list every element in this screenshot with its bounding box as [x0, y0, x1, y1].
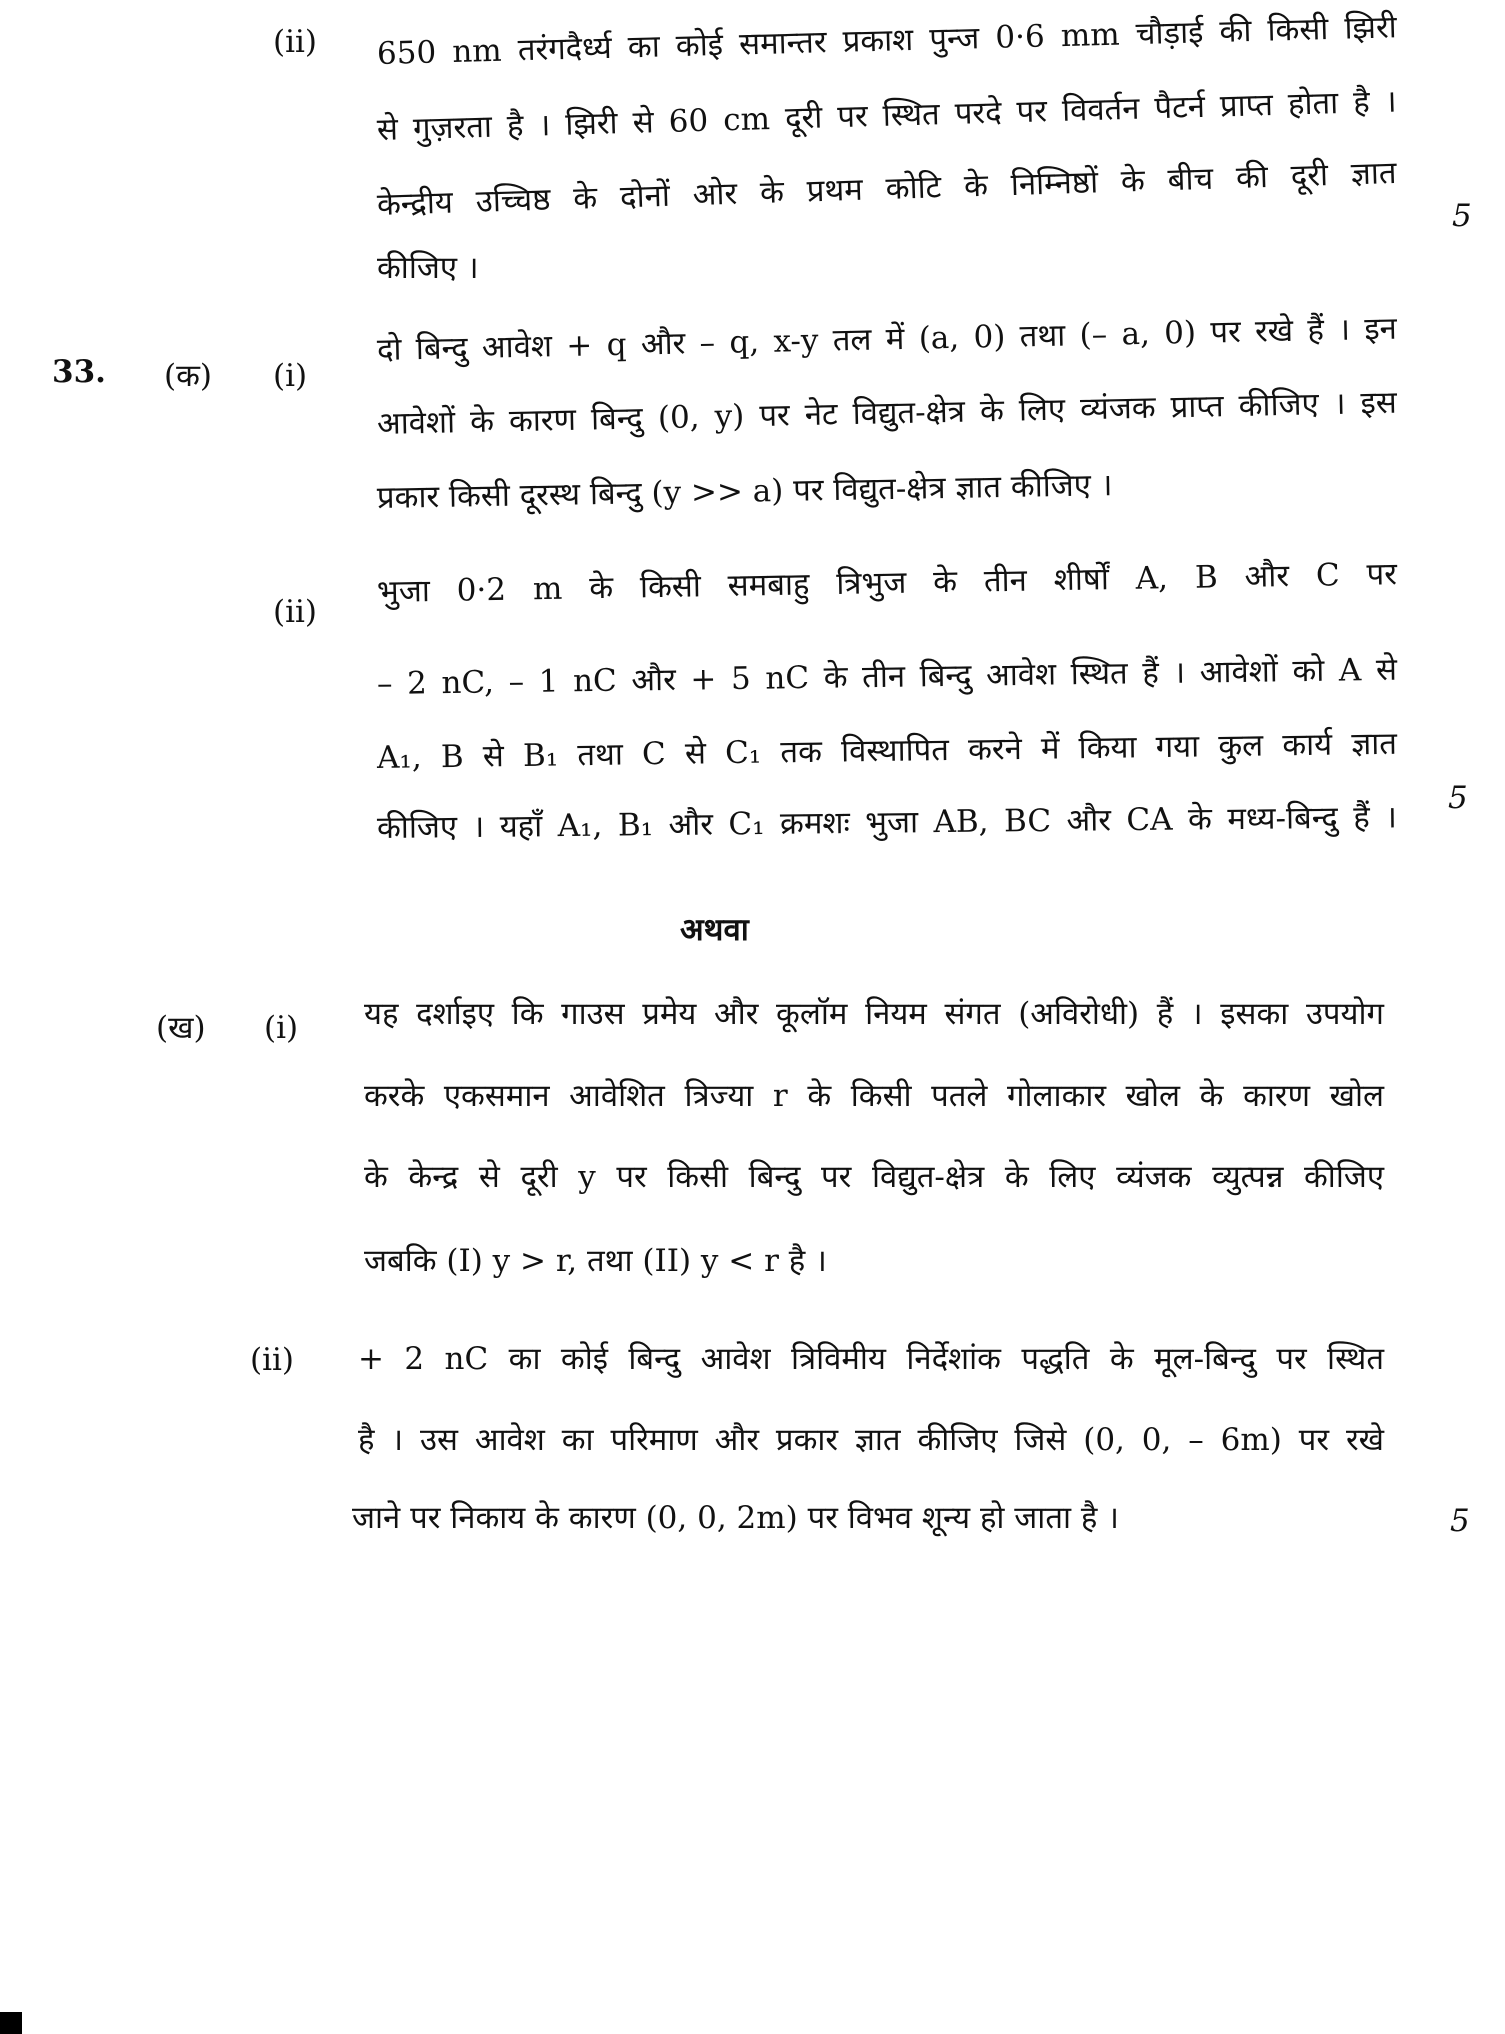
text-line: भुजा 0·2 m के किसी समबाहु त्रिभुज के तीन शीर्षों A, B और C पर: [376, 556, 1398, 610]
marks: 5: [1452, 198, 1472, 234]
or-heading: अथवा: [680, 912, 749, 948]
text-line: A₁, B से B₁ तथा C से C₁ तक विस्थापित करने में किया गया कुल कार्य ज्ञात: [376, 725, 1398, 776]
part-label: (ii): [273, 24, 318, 60]
text-line: जाने पर निकाय के कारण (0, 0, 2m) पर विभव शून्य हो जाता है ।: [352, 1500, 1119, 1536]
text-line: है । उस आवेश का परिमाण और प्रकार ज्ञात कीजिए जिसे (0, 0, – 6m) पर रखे: [358, 1422, 1384, 1458]
text-line: – 2 nC, – 1 nC और + 5 nC के तीन बिन्दु आवेश स्थित हैं । आवेशों को A से: [376, 651, 1398, 702]
text-line: के केन्द्र से दूरी y पर किसी बिन्दु पर विद्युत-क्षेत्र के लिए व्यंजक व्युत्पन्न कीजिए: [364, 1159, 1384, 1195]
text-line: करके एकसमान आवेशित त्रिज्या r के किसी पतले गोलाकार खोल के कारण खोल: [364, 1078, 1384, 1114]
text-line: जबकि (I) y > r, तथा (II) y < r है ।: [364, 1243, 827, 1279]
marks: 5: [1448, 780, 1468, 816]
part-label: (ii): [250, 1342, 295, 1378]
text-line: दो बिन्दु आवेश + q और – q, x-y तल में (a, 0) तथा (– a, 0) पर रखे हैं । इन: [376, 310, 1398, 368]
option-label: (ख): [156, 1010, 206, 1046]
text-line: कीजिए ।: [377, 250, 479, 286]
part-label: (i): [273, 358, 308, 394]
scan-corner-mark: [0, 2012, 22, 2034]
text-line: प्रकार किसी दूरस्थ बिन्दु (y >> a) पर विद्युत-क्षेत्र ज्ञात कीजिए ।: [376, 467, 1113, 516]
text-line: कीजिए । यहाँ A₁, B₁ और C₁ क्रमशः भुजा AB, BC और CA के मध्य-बिन्दु हैं ।: [376, 799, 1398, 846]
text-line: + 2 nC का कोई बिन्दु आवेश त्रिविमीय निर्देशांक पद्धति के मूल-बिन्दु पर स्थित: [358, 1341, 1384, 1377]
part-label: (ii): [273, 594, 318, 630]
marks: 5: [1450, 1503, 1470, 1539]
text-line: से गुज़रता है । झिरी से 60 cm दूरी पर स्थित परदे पर विवर्तन पैटर्न प्राप्त होता है ।: [376, 83, 1398, 148]
text-line: केन्द्रीय उच्चिष्ठ के दोनों ओर के प्रथम कोटि के निम्निष्ठों के बीच की दूरी ज्ञात: [376, 154, 1398, 223]
question-number: 33.: [52, 354, 106, 390]
text-line: यह दर्शाइए कि गाउस प्रमेय और कूलॉम नियम संगत (अविरोधी) हैं । इसका उपयोग: [364, 996, 1384, 1032]
part-label: (i): [264, 1010, 299, 1046]
option-label: (क): [164, 358, 212, 394]
text-line: आवेशों के कारण बिन्दु (0, y) पर नेट विद्युत-क्षेत्र के लिए व्यंजक प्राप्त कीजिए । इस: [376, 384, 1398, 442]
text-line: 650 nm तरंगदैर्ध्य का कोई समान्तर प्रकाश पुन्ज 0·6 mm चौड़ाई की किसी झिरी: [376, 9, 1398, 72]
